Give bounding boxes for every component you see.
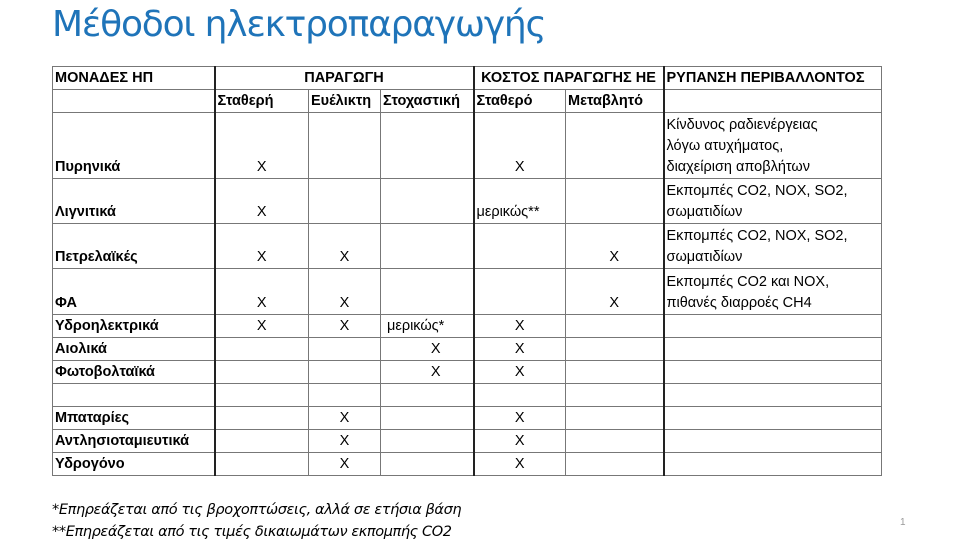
cell-stable [215, 453, 309, 476]
header-units: ΜΟΝΑΔΕΣ ΗΠ [53, 67, 215, 90]
cell-stochastic [381, 453, 474, 476]
cell-pollution [664, 384, 882, 407]
footnote-1: *Επηρεάζεται από τις βροχοπτώσεις, αλλά σε ετήσια βάση [52, 502, 462, 518]
pollution-line: πιθανές διαρροές CH4 [666, 295, 812, 311]
pollution-line: σωματιδίων [666, 204, 743, 220]
header-production: ΠΑΡΑΓΩΓΗ [215, 67, 474, 90]
cell-pollution [664, 453, 882, 476]
table-row [53, 361, 882, 384]
cell-pollution [664, 269, 882, 315]
cell-fixed-cost: Χ [474, 407, 566, 430]
cell-stable [215, 407, 309, 430]
table-row [53, 179, 882, 224]
table-row [53, 338, 882, 361]
unit-name: Αντλησιοταμιευτικά [53, 430, 215, 453]
pollution-line: λόγω ατυχήματος, [666, 138, 784, 154]
cell-pollution [664, 179, 882, 224]
cell-pollution [664, 361, 882, 384]
cell-variable-cost [566, 113, 664, 179]
unit-name: Φωτοβολταϊκά [53, 361, 215, 384]
cell-stable [215, 361, 309, 384]
cell-pollution [664, 315, 882, 338]
cell-flexible [309, 113, 381, 179]
cell-pollution [664, 338, 882, 361]
unit-name: Υδρογόνο [53, 453, 215, 476]
cell-fixed-cost: Χ [474, 113, 566, 179]
cell-stable: Χ [215, 315, 309, 338]
cell-flexible: Χ [309, 407, 381, 430]
unit-name: ΦΑ [53, 269, 215, 315]
table-row [53, 113, 882, 179]
pollution-line: Εκπομπές CO2, NOX, SO2, [666, 228, 848, 244]
cell-variable-cost [566, 407, 664, 430]
unit-name: Αιολικά [53, 338, 215, 361]
subheader-stochastic: Στοχαστική [381, 90, 474, 113]
pollution-line: διαχείριση αποβλήτων [666, 159, 810, 175]
cell-fixed-cost: μερικώς** [474, 179, 566, 224]
cell-stable: Χ [215, 224, 309, 269]
cell-stochastic [381, 113, 474, 179]
cell-stable [215, 430, 309, 453]
table-row [53, 224, 882, 269]
unit-name: Πετρελαϊκές [53, 224, 215, 269]
header-row-1 [53, 67, 882, 90]
cell-variable-cost [566, 315, 664, 338]
unit-name: Υδροηλεκτρικά [53, 315, 215, 338]
cell-flexible: Χ [309, 224, 381, 269]
page-number: 1 [900, 517, 906, 528]
pollution-line: σωματιδίων [666, 249, 743, 265]
cell-fixed-cost: Χ [474, 338, 566, 361]
cell-flexible: Χ [309, 269, 381, 315]
cell-pollution [664, 430, 882, 453]
cell-variable-cost [566, 453, 664, 476]
cell-pollution [664, 407, 882, 430]
cell-flexible: Χ [309, 315, 381, 338]
unit-name: Πυρηνικά [53, 113, 215, 179]
cell-variable-cost: Χ [566, 224, 664, 269]
pollution-line: Εκπομπές CO2 και NOX, [666, 274, 830, 290]
subheader-units [53, 90, 215, 113]
cell-variable-cost: Χ [566, 269, 664, 315]
cell-fixed-cost: Χ [474, 315, 566, 338]
footnote-2: **Επηρεάζεται από τις τιμές δικαιωμάτων εκπομπής CO2 [52, 524, 452, 540]
cell-stochastic: Χ [381, 361, 474, 384]
table-row [53, 269, 882, 315]
cell-variable-cost [566, 361, 664, 384]
cell-flexible [309, 179, 381, 224]
cell-variable-cost [566, 179, 664, 224]
footnotes [52, 499, 461, 543]
header-row-2 [53, 90, 882, 113]
table-row [53, 407, 882, 430]
cell-stochastic [381, 224, 474, 269]
table-row [53, 315, 882, 338]
unit-name: Μπαταρίες [53, 407, 215, 430]
cell-pollution [664, 224, 882, 269]
cell-fixed-cost: Χ [474, 361, 566, 384]
cell-fixed-cost: Χ [474, 453, 566, 476]
subheader-flexible: Ευέλικτη [309, 90, 381, 113]
table-row [53, 430, 882, 453]
subheader-pollution [664, 90, 882, 113]
cell-stable [215, 384, 309, 407]
table-row [53, 453, 882, 476]
cell-stochastic: μερικώς* [381, 315, 474, 338]
cell-stable: Χ [215, 179, 309, 224]
cell-fixed-cost [474, 224, 566, 269]
pollution-line: Εκπομπές CO2, NOX, SO2, [666, 183, 848, 199]
power-generation-table [52, 66, 882, 476]
header-cost: ΚΟΣΤΟΣ ΠΑΡΑΓΩΓΗΣ ΗΕ [474, 67, 664, 90]
cell-variable-cost [566, 384, 664, 407]
cell-pollution [664, 113, 882, 179]
unit-name: Λιγνιτικά [53, 179, 215, 224]
header-pollution: ΡΥΠΑΝΣΗ ΠΕΡΙΒΑΛΛΟΝΤΟΣ [664, 67, 882, 90]
cell-stochastic [381, 407, 474, 430]
cell-flexible [309, 361, 381, 384]
cell-stable: Χ [215, 269, 309, 315]
table-row-empty [53, 384, 882, 407]
cell-stable: Χ [215, 113, 309, 179]
cell-fixed-cost [474, 384, 566, 407]
cell-flexible: Χ [309, 430, 381, 453]
cell-stable [215, 338, 309, 361]
subheader-variable-cost: Μεταβλητό [566, 90, 664, 113]
cell-stochastic: Χ [381, 338, 474, 361]
cell-stochastic [381, 269, 474, 315]
cell-stochastic [381, 384, 474, 407]
cell-flexible: Χ [309, 453, 381, 476]
cell-flexible [309, 384, 381, 407]
cell-fixed-cost: Χ [474, 430, 566, 453]
slide-title: Μέθοδοι ηλεκτροπαραγωγής [52, 4, 546, 45]
subheader-fixed-cost: Σταθερό [474, 90, 566, 113]
cell-stochastic [381, 179, 474, 224]
cell-variable-cost [566, 430, 664, 453]
cell-flexible [309, 338, 381, 361]
cell-fixed-cost [474, 269, 566, 315]
cell-stochastic [381, 430, 474, 453]
unit-name [53, 384, 215, 407]
cell-variable-cost [566, 338, 664, 361]
pollution-line: Κίνδυνος ραδιενέργειας [666, 117, 818, 133]
subheader-stable: Σταθερή [215, 90, 309, 113]
